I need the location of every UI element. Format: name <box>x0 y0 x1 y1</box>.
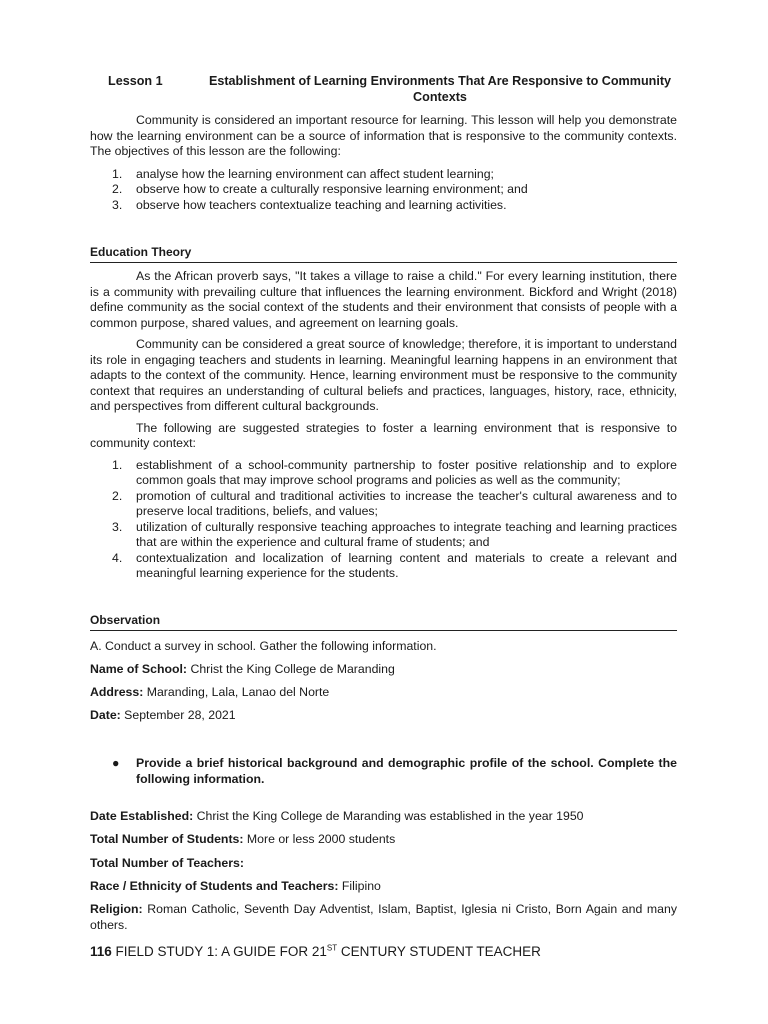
list-item: 2. observe how to create a culturally responsive learning environment; and <box>112 182 528 196</box>
bullet-icon: ● <box>112 756 120 770</box>
observation-heading: Observation <box>90 613 677 631</box>
students-field: Total Number of Students: More or less 2000 students <box>90 832 396 846</box>
theory-paragraph-1: As the African proverb says, "It takes a village to raise a child." For every learning institution, there is a community with prevailing culture that influences the learning environment. Bickford and Wright (2018) define community as the social context of the students and their environment that consists of people with a common purpose, shared values, and agreement on learning goals. <box>90 269 677 330</box>
religion-field: Religion: Roman Catholic, Seventh Day Adventist, Islam, Baptist, Iglesia ni Cristo, Born Again and many others. <box>90 902 677 932</box>
school-name-field: Name of School: Christ the King College de Maranding <box>90 662 395 676</box>
teachers-field: Total Number of Teachers: <box>90 856 244 870</box>
objectives-list <box>90 167 677 214</box>
list-item: 2. promotion of cultural and traditional activities to increase the teacher's cultural awareness and to preserve local traditions, beliefs, and values; <box>112 488 677 518</box>
page-number: 116 <box>90 944 112 959</box>
intro-section <box>90 113 677 213</box>
theory-paragraph-2: Community can be considered a great source of knowledge; therefore, it is important to understand its role in engaging teachers and students in learning. Meaningful learning happens in an environment that adapts to the context of the community. Hence, learning environment must be responsive to the community context that requires an understanding of cultural beliefs and practices, languages, history, race, ethnicity, and perspectives from different cultural backgrounds. <box>90 337 677 413</box>
education-theory-section <box>90 269 677 582</box>
education-theory-heading: Education Theory <box>90 245 677 263</box>
list-item: 1. establishment of a school-community partnership to foster positive relationship and to explore common goals that may improve school programs and policies as well as the community; <box>112 457 677 487</box>
lesson-title: Establishment of Learning Environments That Are Responsive to Community Contexts <box>208 74 672 104</box>
instruction-bullet <box>90 756 677 787</box>
bullet-text: Provide a brief historical background and demographic profile of the school. Complete the following information. <box>136 756 677 786</box>
date-established-field: Date Established: Christ the King College de Maranding was established in the year 1950 <box>90 809 584 823</box>
lesson-number: Lesson 1 <box>108 74 163 88</box>
intro-paragraph: Community is considered an important resource for learning. This lesson will help you demonstrate how the learning environment can be a source of information that is responsive to the community contexts. The objectives of this lesson are the following: <box>90 113 677 158</box>
list-item: 3. observe how teachers contextualize teaching and learning activities. <box>112 197 507 212</box>
strategies-list <box>90 458 677 582</box>
address-field: Address: Maranding, Lala, Lanao del Norte <box>90 685 330 699</box>
theory-paragraph-3: The following are suggested strategies to foster a learning environment that is responsive to community context: <box>90 420 677 450</box>
date-field: Date: September 28, 2021 <box>90 708 236 722</box>
page-footer <box>90 944 541 960</box>
list-item: 4. contextualization and localization of learning content and materials to create a relevant and meaningful learning experience for the students. <box>112 550 677 580</box>
footer-title: FIELD STUDY 1: A GUIDE FOR 21ST CENTURY STUDENT TEACHER <box>111 943 541 959</box>
list-item: 1. analyse how the learning environment can affect student learning; <box>112 166 494 181</box>
list-item: 3. utilization of culturally responsive teaching approaches to integrate teaching and learning practices that are within the experience and cultural frame of students; and <box>112 519 677 549</box>
race-field: Race / Ethnicity of Students and Teachers: Filipino <box>90 879 381 893</box>
survey-instruction: A. Conduct a survey in school. Gather the following information. <box>90 639 437 653</box>
